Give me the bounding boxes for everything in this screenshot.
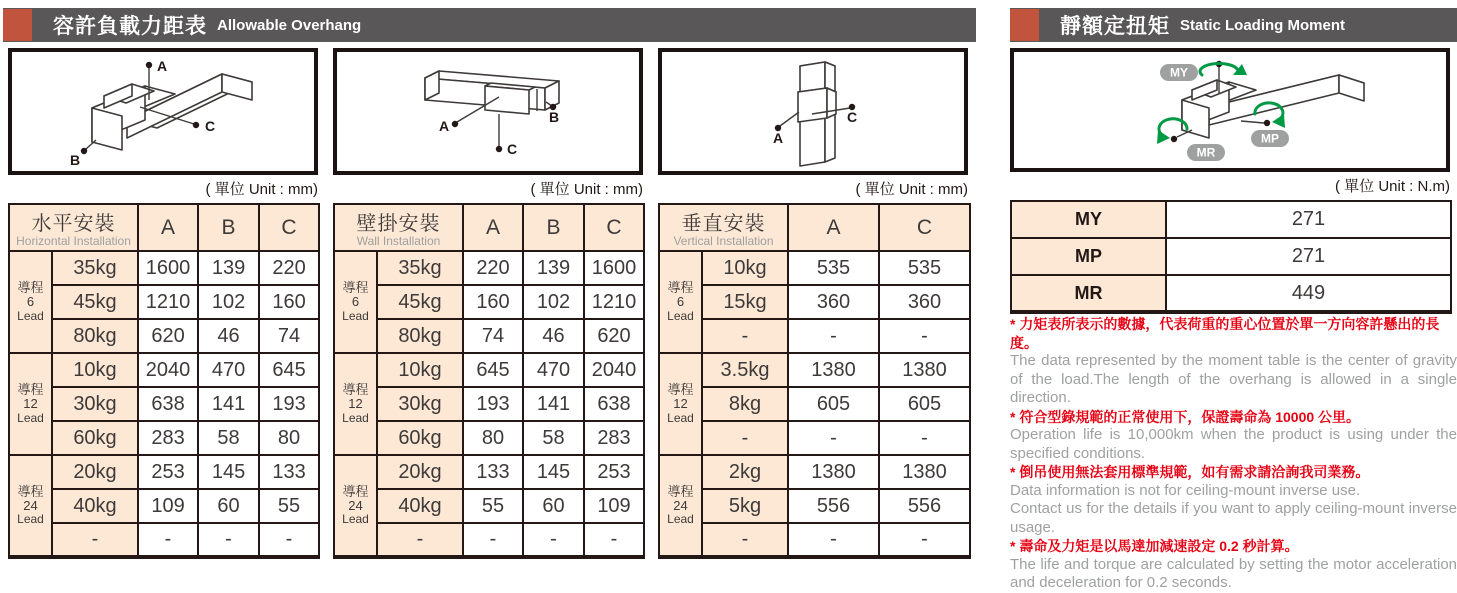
value-cell: 60 (523, 489, 584, 523)
value-cell: 470 (523, 353, 584, 387)
value-cell: - (879, 421, 970, 455)
lead-number: 24 (348, 497, 363, 513)
vertical-rail-drawing (662, 52, 964, 171)
value-cell: 139 (198, 251, 259, 285)
value-cell: 133 (259, 455, 319, 489)
lead-en: Lead (667, 308, 694, 323)
lead-en: Lead (667, 410, 694, 425)
table-row (659, 421, 970, 455)
value-cell: 46 (523, 319, 584, 353)
lead-number: 12 (673, 396, 688, 412)
lead-zh: 導程 (342, 483, 369, 499)
lead-cell (334, 455, 377, 557)
note-en: The life and torque are calculated by setting the motor acceleration and deceleration for 0.2 seconds. (1010, 555, 1457, 591)
value-cell: 102 (523, 285, 584, 319)
note-en: The data represented by the moment table is the center of gravity of the load.The length of the overhang is allowed in a single direction. (1010, 352, 1457, 406)
value-cell: 2040 (584, 353, 644, 387)
table-row (659, 319, 970, 353)
load-cell: 20kg (377, 455, 463, 489)
table-title (659, 204, 788, 251)
value-cell: 141 (523, 387, 584, 421)
table-title-en: Vertical Installation (673, 234, 774, 248)
lead-cell (334, 251, 377, 353)
load-cell: 35kg (52, 251, 138, 285)
table-row (334, 319, 644, 353)
wall-installation-diagram (333, 48, 643, 175)
column-header: B (523, 204, 584, 251)
value-cell: - (523, 523, 584, 557)
my-axis-label: MY (1170, 65, 1188, 80)
table-title (9, 204, 138, 251)
unit-label-mm: ( 單位 Unit : mm) (205, 181, 318, 198)
moment-label-cell: MY (1011, 201, 1166, 238)
load-cell: 15kg (702, 285, 788, 319)
accent-square (1010, 9, 1039, 41)
value-cell: 139 (523, 251, 584, 285)
moment-title-en: Static Loading Moment (1180, 16, 1345, 34)
value-cell: - (788, 421, 879, 455)
table-title-en: Horizontal Installation (16, 234, 131, 248)
note-en: Contact us for the details if you want to apply ceiling-mount inverse usage. (1010, 500, 1457, 536)
lead-en: Lead (17, 308, 44, 323)
point-b-label: B (549, 109, 560, 125)
wall-rail-drawing (337, 52, 639, 171)
column-header: A (463, 204, 523, 251)
note-en: Operation life is 10,000km when the product is using under the specified conditions. (1010, 426, 1457, 462)
wall-installation-table (333, 203, 645, 559)
table-row (334, 421, 644, 455)
column-header: C (259, 204, 319, 251)
overhang-section-header (3, 8, 976, 42)
load-cell: 5kg (702, 489, 788, 523)
point-c-label: C (507, 141, 518, 157)
note-zh: * 符合型錄規範的正常使用下，保證壽命為 10000 公里。 (1010, 408, 1361, 425)
lead-number: 12 (348, 396, 363, 412)
table-row (334, 251, 644, 285)
table-row (9, 523, 319, 557)
load-cell: - (377, 523, 463, 557)
lead-en: Lead (342, 308, 369, 323)
moment-value-cell: 449 (1166, 275, 1451, 312)
value-cell: - (788, 523, 879, 557)
lead-zh: 導程 (342, 280, 369, 296)
table-row (9, 285, 319, 319)
value-cell: - (463, 523, 523, 557)
table-title-zh: 壁掛安裝 (356, 213, 441, 235)
value-cell: - (138, 523, 198, 557)
moment-label-cell: MR (1011, 275, 1166, 312)
column-header: A (138, 204, 198, 251)
table-title-en: Wall Installation (356, 234, 441, 248)
value-cell: 253 (138, 455, 198, 489)
value-cell: 141 (198, 387, 259, 421)
load-cell: - (702, 523, 788, 557)
table-row (9, 387, 319, 421)
moment-row (1011, 201, 1451, 238)
value-cell: 605 (879, 387, 970, 421)
value-cell: 556 (788, 489, 879, 523)
value-cell: 160 (259, 285, 319, 319)
load-cell: - (52, 523, 138, 557)
unit-label-nm: ( 單位 Unit : N.m) (1335, 178, 1450, 195)
value-cell: 80 (259, 421, 319, 455)
moment-axes-drawing (1014, 52, 1446, 168)
moment-title-zh: 靜額定扭矩 (1060, 15, 1170, 38)
value-cell: 133 (463, 455, 523, 489)
lead-number: 12 (23, 396, 38, 412)
value-cell: 253 (584, 455, 644, 489)
table-row (9, 421, 319, 455)
lead-zh: 導程 (667, 483, 694, 499)
value-cell: 645 (259, 353, 319, 387)
mp-axis-label: MP (1261, 131, 1279, 146)
lead-cell (334, 353, 377, 455)
load-cell: 30kg (377, 387, 463, 421)
lead-number: 24 (23, 497, 38, 513)
value-cell: 1380 (788, 353, 879, 387)
load-cell: 30kg (52, 387, 138, 421)
value-cell: 46 (198, 319, 259, 353)
value-cell: 2040 (138, 353, 198, 387)
mr-axis-label: MR (1196, 145, 1216, 160)
load-cell: 80kg (52, 319, 138, 353)
point-b-label: B (70, 152, 81, 168)
point-a-label: A (773, 130, 784, 146)
value-cell: 193 (259, 387, 319, 421)
point-a-label: A (157, 58, 168, 74)
value-cell: 58 (523, 421, 584, 455)
moment-value-cell: 271 (1166, 201, 1451, 238)
value-cell: - (198, 523, 259, 557)
lead-en: Lead (17, 410, 44, 425)
lead-number: 6 (676, 294, 685, 310)
unit-label-mm: ( 單位 Unit : mm) (530, 181, 643, 198)
value-cell: 638 (584, 387, 644, 421)
value-cell: 605 (788, 387, 879, 421)
value-cell: 160 (463, 285, 523, 319)
lead-cell (9, 353, 52, 455)
accent-square (3, 9, 32, 41)
table-row (9, 489, 319, 523)
value-cell: 74 (259, 319, 319, 353)
column-header: A (788, 204, 879, 251)
load-cell: 40kg (377, 489, 463, 523)
value-cell: 638 (138, 387, 198, 421)
value-cell: 58 (198, 421, 259, 455)
point-c-label: C (205, 118, 216, 134)
value-cell: 1600 (584, 251, 644, 285)
lead-zh: 導程 (17, 280, 44, 296)
value-cell: 60 (198, 489, 259, 523)
header-row (334, 204, 644, 251)
static-moment-table (1010, 200, 1452, 314)
load-cell: 60kg (52, 421, 138, 455)
value-cell: 360 (879, 285, 970, 319)
lead-zh: 導程 (667, 382, 694, 398)
table-row (334, 387, 644, 421)
column-header: B (198, 204, 259, 251)
value-cell: 55 (259, 489, 319, 523)
value-cell: 1210 (584, 285, 644, 319)
table-row (9, 455, 319, 489)
load-cell: - (702, 421, 788, 455)
load-cell: 20kg (52, 455, 138, 489)
lead-en: Lead (667, 512, 694, 527)
value-cell: - (584, 523, 644, 557)
table-row (659, 489, 970, 523)
lead-cell (9, 251, 52, 353)
table-row (334, 489, 644, 523)
value-cell: 145 (198, 455, 259, 489)
value-cell: 109 (138, 489, 198, 523)
lead-zh: 導程 (342, 382, 369, 398)
overhang-title-en: Allowable Overhang (217, 16, 362, 34)
table-row (659, 285, 970, 319)
horizontal-rail-drawing (12, 52, 314, 171)
note-zh: * 壽命及力矩是以馬達加減速設定 0.2 秒計算。 (1010, 538, 1299, 554)
table-row (659, 523, 970, 557)
value-cell: 1210 (138, 285, 198, 319)
value-cell: 1600 (138, 251, 198, 285)
value-cell: - (259, 523, 319, 557)
value-cell: 74 (463, 319, 523, 353)
horizontal-installation-table (8, 203, 320, 559)
lead-en: Lead (342, 512, 369, 527)
load-cell: 60kg (377, 421, 463, 455)
table-row (659, 455, 970, 489)
load-cell: - (702, 319, 788, 353)
lead-zh: 導程 (17, 483, 44, 499)
header-row (659, 204, 970, 251)
load-cell: 8kg (702, 387, 788, 421)
vertical-installation-diagram (658, 48, 968, 175)
value-cell: 360 (788, 285, 879, 319)
lead-number: 24 (673, 497, 688, 513)
lead-number: 6 (26, 294, 35, 310)
lead-zh: 導程 (17, 382, 44, 398)
column-header: C (584, 204, 644, 251)
value-cell: 283 (584, 421, 644, 455)
value-cell: 535 (879, 251, 970, 285)
value-cell: 535 (788, 251, 879, 285)
lead-cell (9, 455, 52, 557)
horizontal-installation-diagram (8, 48, 318, 175)
load-cell: 40kg (52, 489, 138, 523)
value-cell: 283 (138, 421, 198, 455)
value-cell: 556 (879, 489, 970, 523)
lead-en: Lead (17, 512, 44, 527)
value-cell: 80 (463, 421, 523, 455)
value-cell: - (879, 319, 970, 353)
value-cell: 645 (463, 353, 523, 387)
load-cell: 45kg (52, 285, 138, 319)
load-cell: 2kg (702, 455, 788, 489)
lead-cell (659, 251, 702, 353)
moment-label-cell: MP (1011, 238, 1166, 275)
moment-section-header (1010, 8, 1457, 42)
value-cell: 220 (463, 251, 523, 285)
point-c-label: C (847, 109, 858, 125)
table-row (334, 353, 644, 387)
table-title (334, 204, 463, 251)
note-en: Data information is not for ceiling-mount inverse use. (1010, 481, 1361, 499)
overhang-title-zh: 容許負載力距表 (53, 15, 207, 38)
value-cell: 193 (463, 387, 523, 421)
lead-zh: 導程 (667, 280, 694, 296)
vertical-installation-table (658, 203, 971, 559)
value-cell: 109 (584, 489, 644, 523)
value-cell: 1380 (879, 353, 970, 387)
load-cell: 45kg (377, 285, 463, 319)
value-cell: - (879, 523, 970, 557)
value-cell: 55 (463, 489, 523, 523)
table-row (659, 353, 970, 387)
lead-cell (659, 353, 702, 455)
point-a-label: A (439, 118, 450, 134)
table-row (9, 353, 319, 387)
table-row (334, 455, 644, 489)
value-cell: 102 (198, 285, 259, 319)
value-cell: 1380 (879, 455, 970, 489)
moment-value-cell: 271 (1166, 238, 1451, 275)
lead-en: Lead (342, 410, 369, 425)
value-cell: 1380 (788, 455, 879, 489)
column-header: C (879, 204, 970, 251)
value-cell: - (788, 319, 879, 353)
value-cell: 470 (198, 353, 259, 387)
load-cell: 10kg (52, 353, 138, 387)
value-cell: 145 (523, 455, 584, 489)
note-zh: * 倒吊使用無法套用標準規範，如有需求請洽詢我司業務。 (1010, 464, 1370, 480)
header-row (9, 204, 319, 251)
value-cell: 620 (138, 319, 198, 353)
table-row (9, 319, 319, 353)
lead-number: 6 (351, 294, 360, 310)
table-row (334, 285, 644, 319)
load-cell: 10kg (702, 251, 788, 285)
moment-row (1011, 275, 1451, 312)
table-row (659, 387, 970, 421)
static-moment-diagram (1010, 48, 1450, 172)
value-cell: 620 (584, 319, 644, 353)
table-title-zh: 垂直安裝 (681, 213, 766, 235)
note-zh: * 力矩表所表示的數據，代表荷重的重心位置於單一方向容許懸出的長度。 (1010, 316, 1440, 351)
table-row (9, 251, 319, 285)
unit-label-mm: ( 單位 Unit : mm) (855, 181, 968, 198)
table-row (334, 523, 644, 557)
lead-cell (659, 455, 702, 557)
table-row (659, 251, 970, 285)
load-cell: 80kg (377, 319, 463, 353)
load-cell: 10kg (377, 353, 463, 387)
moment-row (1011, 238, 1451, 275)
table-title-zh: 水平安裝 (31, 213, 116, 235)
load-cell: 35kg (377, 251, 463, 285)
footnotes (1010, 315, 1457, 593)
load-cell: 3.5kg (702, 353, 788, 387)
value-cell: 220 (259, 251, 319, 285)
